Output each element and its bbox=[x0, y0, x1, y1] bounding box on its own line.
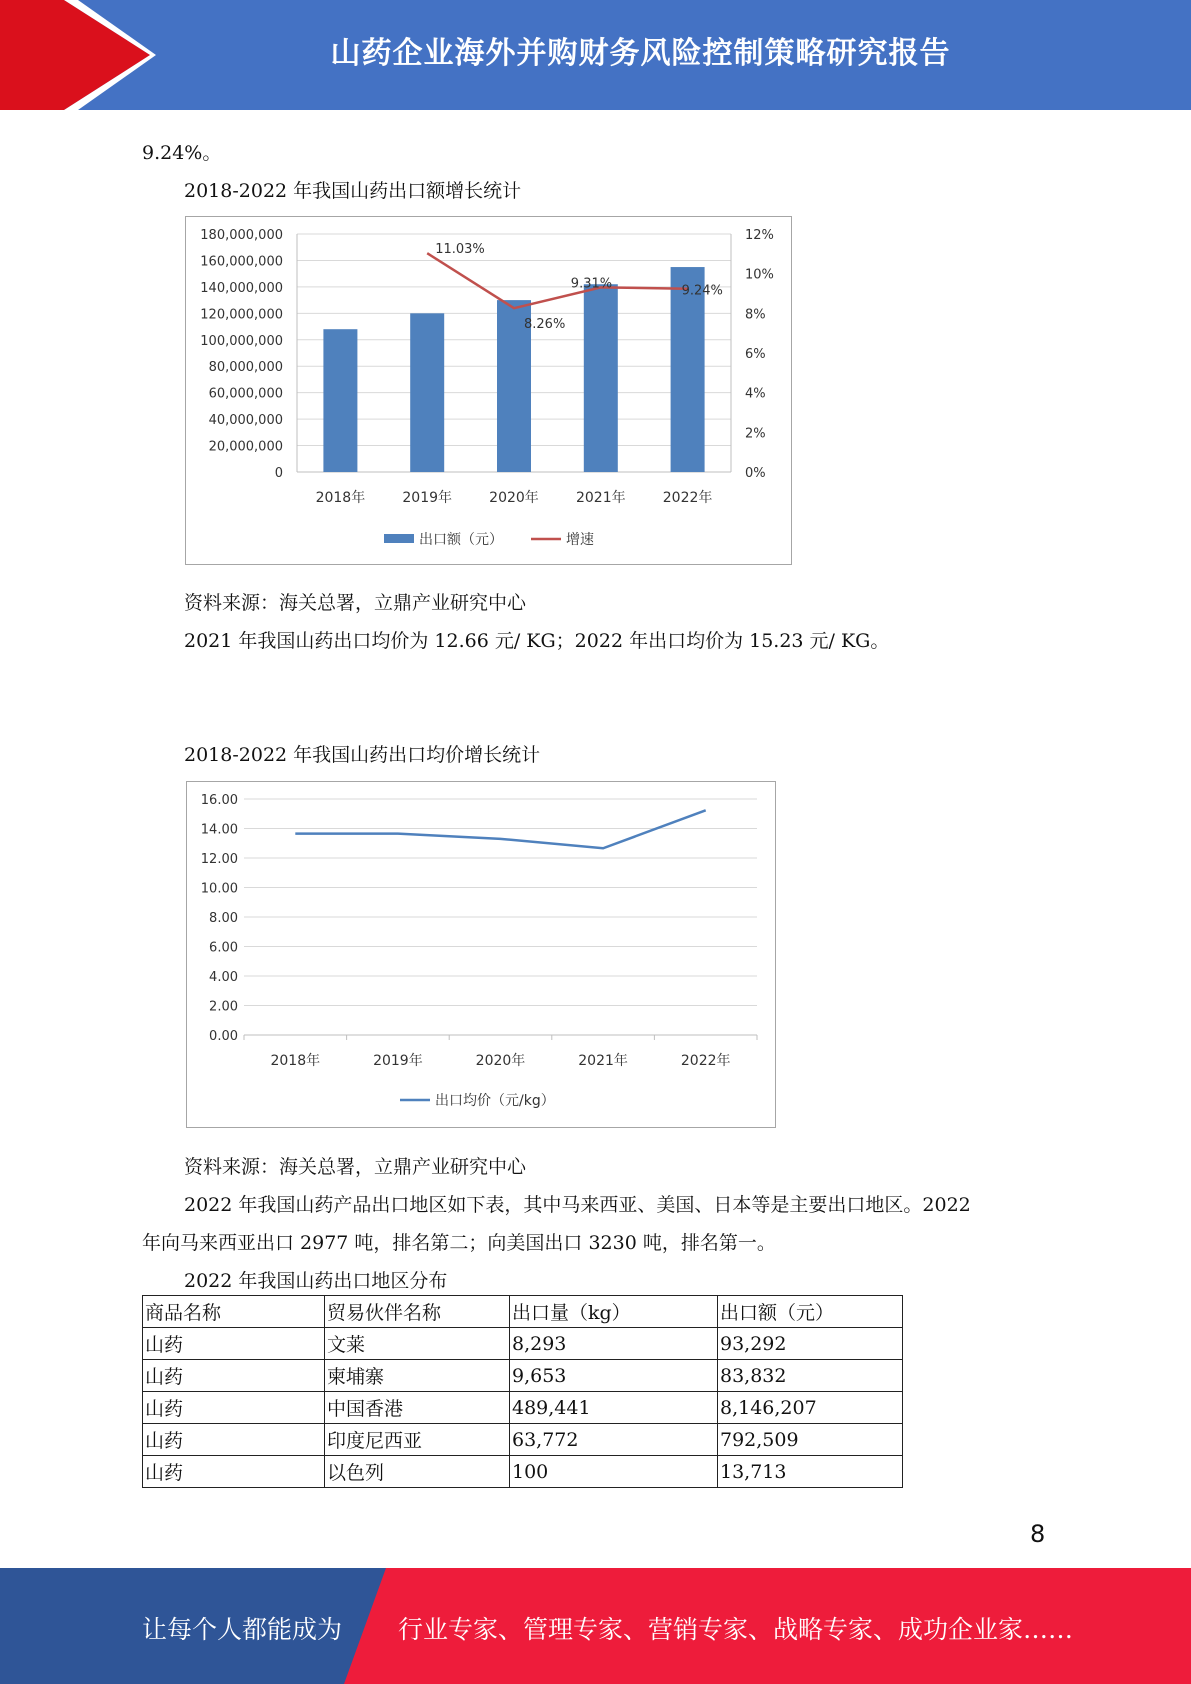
table-cell: 489,441 bbox=[510, 1392, 718, 1424]
x-tick-label: 2021年 bbox=[575, 490, 626, 506]
legend-bar-label: 出口额（元） bbox=[419, 532, 503, 548]
y-left-tick-label: 80,000,000 bbox=[208, 360, 283, 376]
table-cell: 山药 bbox=[143, 1392, 325, 1424]
growth-line bbox=[427, 253, 687, 308]
y-tick-label: 6.00 bbox=[209, 940, 238, 956]
y-left-tick-label: 100,000,000 bbox=[200, 333, 283, 349]
table-row bbox=[143, 1424, 903, 1456]
chart2-source: 资料来源：海关总署，立鼎产业研究中心 bbox=[184, 1156, 527, 1178]
growth-data-label: 9.31% bbox=[570, 276, 613, 292]
y-left-tick-label: 60,000,000 bbox=[208, 386, 283, 402]
table-cell: 中国香港 bbox=[325, 1392, 510, 1424]
y-right-tick-label: 2% bbox=[745, 426, 766, 442]
table-cell: 13,713 bbox=[718, 1456, 903, 1488]
x-tick-label: 2020年 bbox=[489, 490, 539, 506]
table-cell: 以色列 bbox=[325, 1456, 510, 1488]
export-value-chart bbox=[185, 216, 792, 565]
bar bbox=[410, 313, 444, 472]
table-header-cell: 出口额（元） bbox=[718, 1296, 903, 1328]
table-cell: 8,293 bbox=[510, 1328, 718, 1360]
legend-bar-swatch bbox=[384, 534, 414, 543]
table-cell: 83,832 bbox=[718, 1360, 903, 1392]
y-tick-label: 0.00 bbox=[209, 1029, 238, 1044]
x-tick-label: 2021年 bbox=[578, 1053, 628, 1069]
y-tick-label: 16.00 bbox=[200, 793, 238, 808]
header-arrow-decoration bbox=[0, 0, 160, 110]
x-tick-label: 2022年 bbox=[680, 1053, 731, 1069]
y-right-tick-label: 6% bbox=[745, 347, 766, 362]
y-tick-label: 8.00 bbox=[209, 911, 238, 926]
y-left-tick-label: 0 bbox=[274, 466, 283, 481]
y-right-tick-label: 4% bbox=[745, 386, 766, 402]
export-price-chart-svg bbox=[187, 782, 775, 1127]
table-cell: 柬埔寨 bbox=[325, 1360, 510, 1392]
table-cell: 792,509 bbox=[718, 1424, 903, 1456]
table-header-cell: 商品名称 bbox=[143, 1296, 325, 1328]
y-right-tick-label: 8% bbox=[745, 307, 766, 323]
export-value-chart-svg bbox=[186, 217, 791, 564]
table-cell: 山药 bbox=[143, 1456, 325, 1488]
price-line bbox=[295, 810, 705, 848]
region-paragraph-line2: 年向马来西亚出口 2977 吨，排名第二；向美国出口 3230 吨，排名第一。 bbox=[142, 1232, 776, 1254]
x-tick-label: 2018年 bbox=[315, 490, 366, 506]
footer-slogan-left: 让每个人都能成为 bbox=[142, 1615, 343, 1644]
table-cell: 文莱 bbox=[325, 1328, 510, 1360]
table-header-cell: 贸易伙伴名称 bbox=[325, 1296, 510, 1328]
x-tick-label: 2019年 bbox=[402, 490, 453, 506]
y-right-tick-label: 0% bbox=[745, 466, 766, 481]
price-sentence: 2021 年我国山药出口均价为 12.66 元/ KG；2022 年出口均价为 15.23 元/ KG。 bbox=[184, 630, 890, 652]
legend-line-label: 增速 bbox=[566, 532, 594, 548]
table-cell: 印度尼西亚 bbox=[325, 1424, 510, 1456]
table-cell: 93,292 bbox=[718, 1328, 903, 1360]
y-left-tick-label: 180,000,000 bbox=[200, 228, 283, 243]
table-row bbox=[143, 1392, 903, 1424]
table-cell: 山药 bbox=[143, 1360, 325, 1392]
y-left-tick-label: 40,000,000 bbox=[208, 413, 283, 429]
bar bbox=[584, 284, 618, 472]
y-tick-label: 4.00 bbox=[209, 970, 238, 985]
x-tick-label: 2019年 bbox=[373, 1053, 423, 1069]
legend-line-label: 出口均价（元/kg） bbox=[435, 1093, 555, 1109]
chart1-source: 资料来源：海关总署，立鼎产业研究中心 bbox=[184, 592, 527, 614]
y-right-tick-label: 10% bbox=[745, 267, 774, 283]
footer-slogan-right: 行业专家、管理专家、营销专家、战略专家、成功企业家…… bbox=[398, 1615, 1074, 1644]
intro-text: 9.24%。 bbox=[142, 142, 222, 164]
growth-data-label: 8.26% bbox=[524, 317, 566, 333]
y-left-tick-label: 120,000,000 bbox=[200, 307, 283, 323]
y-left-tick-label: 140,000,000 bbox=[200, 280, 283, 296]
table-row bbox=[143, 1328, 903, 1360]
growth-data-label: 9.24% bbox=[681, 283, 723, 299]
export-price-chart bbox=[186, 781, 776, 1128]
table-header-cell: 出口量（kg） bbox=[510, 1296, 718, 1328]
chart1-caption: 2018-2022 年我国山药出口额增长统计 bbox=[184, 180, 522, 202]
page-header bbox=[0, 0, 1191, 110]
y-tick-label: 14.00 bbox=[200, 822, 238, 838]
y-left-tick-label: 160,000,000 bbox=[200, 254, 283, 270]
growth-data-label: 11.03% bbox=[435, 242, 485, 258]
x-tick-label: 2022年 bbox=[662, 490, 713, 506]
y-tick-label: 10.00 bbox=[200, 881, 238, 897]
table-cell: 9,653 bbox=[510, 1360, 718, 1392]
chart2-caption: 2018-2022 年我国山药出口均价增长统计 bbox=[184, 744, 541, 766]
table-row bbox=[143, 1360, 903, 1392]
region-paragraph-line1: 2022 年我国山药产品出口地区如下表，其中马来西亚、美国、日本等是主要出口地区。2022 bbox=[184, 1194, 971, 1216]
y-right-tick-label: 12% bbox=[745, 228, 774, 243]
y-tick-label: 12.00 bbox=[200, 852, 238, 867]
y-tick-label: 2.00 bbox=[209, 999, 238, 1015]
table-cell: 山药 bbox=[143, 1328, 325, 1360]
table-cell: 100 bbox=[510, 1456, 718, 1488]
table-cell: 63,772 bbox=[510, 1424, 718, 1456]
y-left-tick-label: 20,000,000 bbox=[208, 439, 283, 455]
page-footer bbox=[0, 1568, 1191, 1684]
table-caption: 2022 年我国山药出口地区分布 bbox=[184, 1270, 448, 1292]
table-cell: 8,146,207 bbox=[718, 1392, 903, 1424]
table-cell: 山药 bbox=[143, 1424, 325, 1456]
report-title: 山药企业海外并购财务风险控制策略研究报告 bbox=[330, 36, 951, 71]
table-row bbox=[143, 1456, 903, 1488]
x-tick-label: 2018年 bbox=[270, 1053, 321, 1069]
page-number: 8 bbox=[1030, 1520, 1046, 1548]
bar bbox=[323, 329, 357, 472]
x-tick-label: 2020年 bbox=[475, 1053, 526, 1069]
table-header-row bbox=[143, 1296, 903, 1328]
export-region-table bbox=[142, 1295, 903, 1488]
